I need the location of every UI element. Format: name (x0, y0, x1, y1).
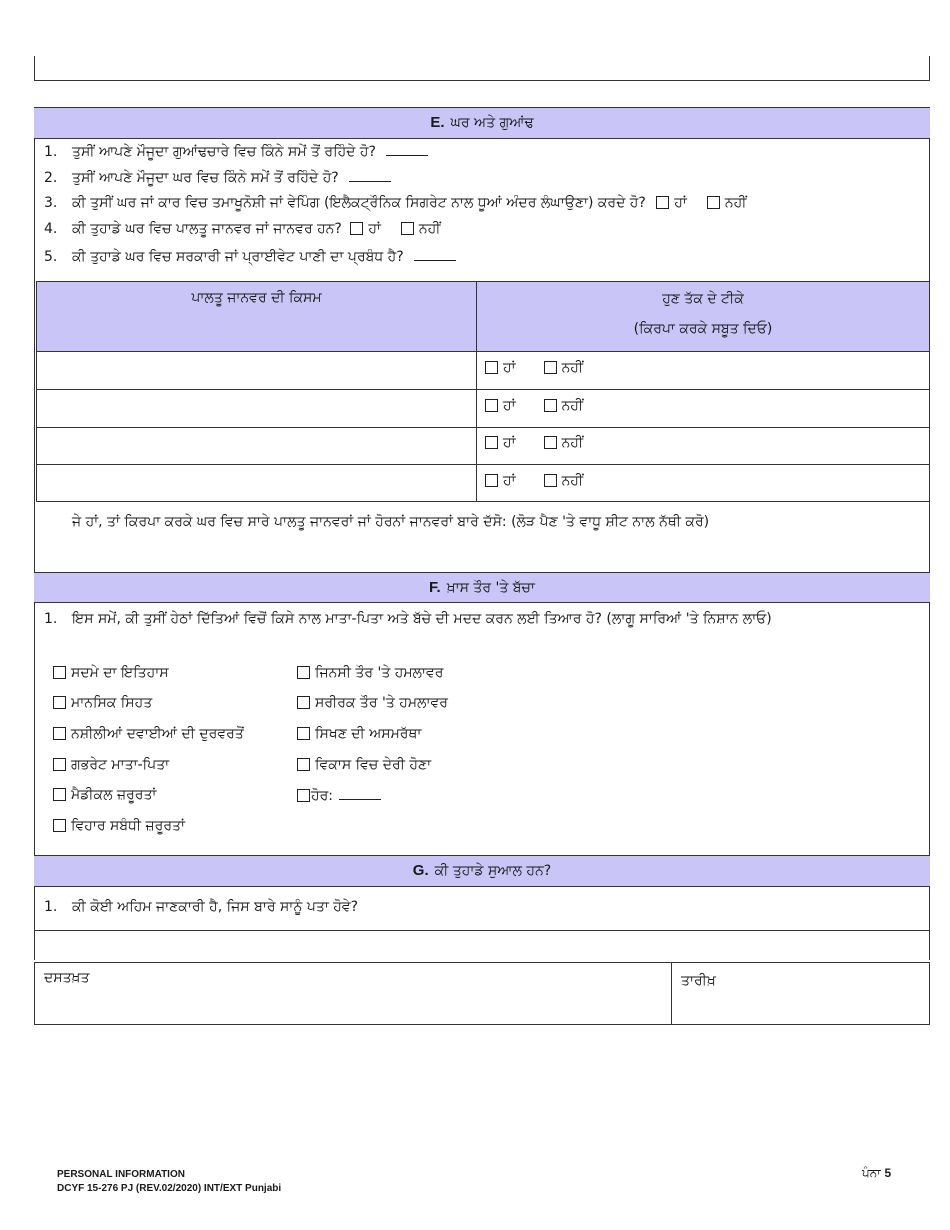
section-g-letter: G. (412, 862, 429, 879)
option-teen-parent: ਗਭਰੇਟ ਮਾਤਾ-ਪਿਤਾ (53, 757, 169, 773)
footer-form-id: DCYF 15-276 PJ (REV.02/2020) INT/EXT Punjabi (57, 1183, 282, 1194)
pet-type-cell[interactable] (37, 465, 476, 501)
checkbox-vaccine-no[interactable] (544, 399, 557, 412)
top-continuation-box (34, 56, 930, 81)
section-f-title: ਖ਼ਾਸ ਤੌਰ 'ਤੇ ਬੱਚਾ (446, 580, 535, 596)
checkbox-sexually-aggressive[interactable] (297, 666, 310, 679)
pet-table (36, 281, 930, 502)
signature-field[interactable] (35, 990, 670, 1023)
pet-type-cell[interactable] (37, 390, 476, 427)
section-g-title: ਕੀ ਤੁਹਾਡੇ ਸੁਆਲ ਹਨ? (434, 863, 552, 879)
checkbox-vaccine-yes[interactable] (485, 474, 498, 487)
option-learning-disability: ਸਿਖਣ ਦੀ ਅਸਮਰੱਥਾ (297, 726, 421, 742)
question-e5: 5. ਕੀ ਤੁਹਾਡੇ ਘਰ ਵਿਚ ਸਰਕਾਰੀ ਜਾਂ ਪ੍ਰਾਈਵੇਟ ਪਾਣੀ ਦਾ ਪ੍ਰਬੰਧ ਹੈ? (44, 248, 456, 265)
vaccination-row-4: ਹਾਂ ਨਹੀਂ (485, 473, 603, 489)
checkbox-vaccine-no[interactable] (544, 361, 557, 374)
date-label: ਤਾਰੀਖ਼ (681, 973, 716, 989)
checkbox-learning-disability[interactable] (297, 727, 310, 740)
option-developmental-delay: ਵਿਕਾਸ ਵਿਚ ਦੇਰੀ ਹੋਣਾ (297, 757, 431, 773)
signature-label: ਦਸਤਖ਼ਤ (44, 970, 90, 986)
page-label: ਪੰਨਾ (862, 1166, 881, 1180)
option-sexually-aggressive: ਜਿਨਸੀ ਤੌਰ 'ਤੇ ਹਮਲਾਵਰ (297, 665, 443, 681)
answer-e2-field[interactable] (349, 169, 391, 182)
vaccination-row-2: ਹਾਂ ਨਹੀਂ (485, 398, 603, 414)
other-field[interactable] (339, 787, 381, 800)
vaccination-row-3: ਹਾਂ ਨਹੀਂ (485, 435, 603, 451)
question-e1: 1. ਤੁਸੀਂ ਆਪਣੇ ਮੌਜੂਦਾ ਗੁਆਂਢਚਾਰੇ ਵਿਚ ਕਿੰਨੇ ਸਮੇਂ ਤੋਂ ਰਹਿੰਦੇ ਹੋ? (44, 143, 428, 160)
option-other: ਹੋਰ: (297, 787, 381, 804)
pet-type-cell[interactable] (37, 352, 476, 389)
option-trauma-history: ਸਦਮੇ ਦਾ ਇਤਿਹਾਸ (53, 665, 169, 681)
pet-type-header: ਪਾਲਤੂ ਜਾਨਵਰ ਦੀ ਕਿਸਮ (37, 282, 476, 351)
footer-classification: PERSONAL INFORMATION (57, 1169, 185, 1180)
checkbox-vaccine-yes[interactable] (485, 436, 498, 449)
checkbox-vaccine-yes[interactable] (485, 399, 498, 412)
question-e2: 2. ਤੁਸੀਂ ਆਪਣੇ ਮੌਜੂਦਾ ਘਰ ਵਿਚ ਕਿੰਨੇ ਸਮੇਂ ਤੋਂ ਰਹਿੰਦੇ ਹੋ? (44, 169, 391, 186)
checkbox-vaccine-no[interactable] (544, 436, 557, 449)
option-medical-needs: ਮੈਡੀਕਲ ਜ਼ਰੂਰਤਾਂ (53, 787, 156, 803)
question-f1: 1. ਇਸ ਸਮੇਂ, ਕੀ ਤੁਸੀਂ ਹੇਠਾਂ ਦਿੱਤਿਆਂ ਵਿਚੋਂ ਕਿਸੇ ਨਾਲ ਮਾਤਾ-ਪਿਤਾ ਅਤੇ ਬੱਚੇ ਦੀ ਮਦਦ ਕਰਨ ਲਈ ਤਿਆਰ ਹੋ? (ਲਾਗੂ ਸਾਰਿਆਂ 'ਤੇ ਨਿਸ਼ਾਨ ਲਾਓ) (44, 611, 772, 627)
question-g1: 1. ਕੀ ਕੋਈ ਅਹਿਮ ਜਾਣਕਾਰੀ ਹੈ, ਜਿਸ ਬਾਰੇ ਸਾਨੂੰ ਪਤਾ ਹੋਵੇ? (44, 899, 359, 915)
question-e4: 4. ਕੀ ਤੁਹਾਡੇ ਘਰ ਵਿਚ ਪਾਲਤੂ ਜਾਨਵਰ ਜਾਂ ਜਾਨਵਰ ਹਨ? ਹਾਂ ਨਹੀਂ (44, 221, 441, 237)
checkbox-trauma-history[interactable] (53, 666, 66, 679)
checkbox-substance-abuse[interactable] (53, 727, 66, 740)
answer-e5-field[interactable] (414, 248, 456, 261)
answer-e1-field[interactable] (386, 143, 428, 156)
section-e-title: ਘਰ ਅਤੇ ਗੁਆਂਢ (450, 115, 534, 131)
date-field[interactable] (672, 993, 929, 1023)
checkbox-other[interactable] (297, 789, 310, 802)
option-substance-abuse: ਨਸ਼ੀਲੀਆਂ ਦਵਾਈਆਂ ਦੀ ਦੁਰਵਰਤੋਂ (53, 726, 244, 742)
vaccination-row-1: ਹਾਂ ਨਹੀਂ (485, 360, 603, 376)
section-g-header (34, 855, 930, 887)
checkbox-medical-needs[interactable] (53, 788, 66, 801)
section-e-letter: E. (430, 114, 445, 131)
pets-note: ਜੇ ਹਾਂ, ਤਾਂ ਕਿਰਪਾ ਕਰਕੇ ਘਰ ਵਿਚ ਸਾਰੇ ਪਾਲਤੂ ਜਾਨਵਰਾਂ ਜਾਂ ਹੋਰਨਾਂ ਜਾਨਵਰਾਂ ਬਾਰੇ ਦੱਸੋ: (ਲੋੜ ਪੈਣ 'ਤੇ ਵਾਧੂ ਸ਼ੀਟ ਨਾਲ ਨੱਥੀ ਕਰੋ) (72, 514, 710, 530)
checkbox-behavioral-needs[interactable] (53, 819, 66, 832)
question-g1-answer-area[interactable] (35, 931, 929, 960)
checkbox-e4-yes[interactable] (350, 222, 363, 235)
section-e-header (34, 107, 930, 139)
option-behavioral-needs: ਵਿਹਾਰ ਸਬੰਧੀ ਜ਼ਰੂਰਤਾਂ (53, 818, 185, 834)
checkbox-e3-no[interactable] (707, 196, 720, 209)
section-f-letter: F. (429, 579, 441, 596)
checkbox-teen-parent[interactable] (53, 758, 66, 771)
checkbox-vaccine-no[interactable] (544, 474, 557, 487)
option-physically-aggressive: ਸਰੀਰਕ ਤੌਰ 'ਤੇ ਹਮਲਾਵਰ (297, 695, 448, 711)
question-e3: 3. ਕੀ ਤੁਸੀਂ ਘਰ ਜਾਂ ਕਾਰ ਵਿਚ ਤਮਾਖੂਨੋਸ਼ੀ ਜਾਂ ਵੇਪਿੰਗ (ਇਲੈਕਟ੍ਰੌਨਿਕ ਸਿਗਰੇਟ ਨਾਲ ਧੂਆਂ ਅੰਦਰ ਲੰਘਾਉਣਾ) ਕਰਦੇ ਹੋ? ਹਾਂ ਨਹੀਂ (44, 195, 747, 211)
section-f-header (34, 572, 930, 603)
checkbox-e4-no[interactable] (401, 222, 414, 235)
checkbox-physically-aggressive[interactable] (297, 696, 310, 709)
page-number (862, 1166, 891, 1181)
option-mental-health: ਮਾਨਸਿਕ ਸਿਹਤ (53, 695, 152, 711)
page-number-value: 5 (884, 1166, 892, 1180)
pet-type-cell[interactable] (37, 428, 476, 464)
vaccination-header: ਹੁਣ ਤੱਕ ਦੇ ਟੀਕੇ (ਕਿਰਪਾ ਕਰਕੇ ਸਬੂਤ ਦਿਓ) (477, 282, 929, 351)
checkbox-vaccine-yes[interactable] (485, 361, 498, 374)
pet-table-col-divider (476, 282, 477, 501)
checkbox-developmental-delay[interactable] (297, 758, 310, 771)
checkbox-e3-yes[interactable] (656, 196, 669, 209)
checkbox-mental-health[interactable] (53, 696, 66, 709)
